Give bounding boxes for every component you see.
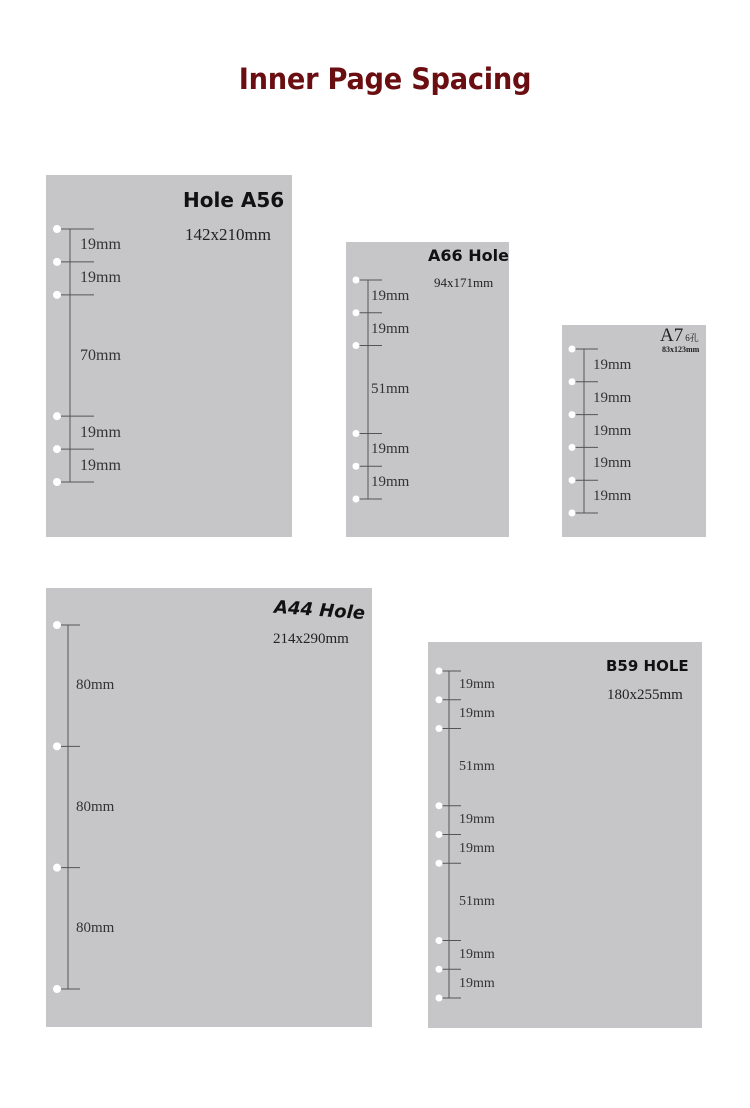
gap-label: 19mm bbox=[459, 975, 495, 991]
punch-hole bbox=[436, 995, 443, 1002]
gap-label: 80mm bbox=[76, 919, 115, 936]
sheet-a7-name-sub: 6孔 bbox=[685, 333, 699, 343]
sheet-a56 bbox=[46, 175, 292, 537]
sheet-b59-ruler bbox=[428, 642, 702, 1028]
gap-label: 19mm bbox=[371, 441, 410, 458]
gap-label: 19mm bbox=[593, 488, 632, 505]
sheet-b59-size: 180x255mm bbox=[607, 687, 683, 703]
punch-hole bbox=[353, 309, 360, 316]
punch-hole bbox=[353, 277, 360, 284]
gap-label: 19mm bbox=[593, 455, 632, 472]
gap-label: 80mm bbox=[76, 677, 115, 694]
punch-hole bbox=[353, 463, 360, 470]
punch-hole bbox=[436, 696, 443, 703]
sheet-a7-name-text: A7 bbox=[660, 325, 684, 346]
gap-label: 19mm bbox=[371, 287, 410, 304]
sheet-a44 bbox=[46, 588, 372, 1027]
gap-label: 19mm bbox=[593, 422, 632, 439]
punch-hole bbox=[569, 477, 576, 484]
gap-label: 70mm bbox=[80, 346, 121, 364]
punch-hole bbox=[569, 378, 576, 385]
gap-label: 19mm bbox=[80, 456, 121, 474]
punch-hole bbox=[436, 725, 443, 732]
page-title: Inner Page Spacing bbox=[238, 62, 532, 96]
gap-label: 19mm bbox=[459, 946, 495, 962]
gap-label: 19mm bbox=[593, 356, 632, 373]
punch-hole bbox=[569, 444, 576, 451]
sheet-a56-size: 142x210mm bbox=[185, 225, 271, 244]
sheet-b59 bbox=[428, 642, 702, 1028]
punch-hole bbox=[53, 225, 61, 233]
gap-label: 19mm bbox=[593, 389, 632, 406]
sheet-a66-size: 94x171mm bbox=[434, 275, 494, 290]
sheet-a56-name: Hole A56 bbox=[183, 188, 285, 212]
gap-label: 51mm bbox=[459, 759, 495, 775]
sheet-a44-size: 214x290mm bbox=[273, 631, 349, 647]
sheet-a66-name: A66 Hole bbox=[428, 246, 509, 265]
gap-label: 19mm bbox=[371, 474, 410, 491]
gap-label: 51mm bbox=[459, 893, 495, 909]
sheet-a7-size: 83x123mm bbox=[662, 345, 700, 354]
gap-label: 80mm bbox=[76, 798, 115, 815]
punch-hole bbox=[436, 860, 443, 867]
gap-label: 19mm bbox=[80, 236, 121, 254]
gap-label: 19mm bbox=[371, 320, 410, 337]
punch-hole bbox=[53, 742, 61, 750]
gap-label: 19mm bbox=[459, 812, 495, 828]
punch-hole bbox=[569, 346, 576, 353]
punch-hole bbox=[53, 985, 61, 993]
punch-hole bbox=[53, 258, 61, 266]
punch-hole bbox=[53, 291, 61, 299]
punch-hole bbox=[436, 966, 443, 973]
gap-label: 19mm bbox=[80, 423, 121, 441]
sheet-a7-ruler bbox=[562, 325, 706, 537]
punch-hole bbox=[53, 412, 61, 420]
punch-hole bbox=[53, 621, 61, 629]
punch-hole bbox=[353, 496, 360, 503]
punch-hole bbox=[436, 831, 443, 838]
punch-hole bbox=[436, 937, 443, 944]
gap-label: 19mm bbox=[459, 677, 495, 693]
punch-hole bbox=[353, 430, 360, 437]
punch-hole bbox=[53, 864, 61, 872]
gap-label: 19mm bbox=[459, 840, 495, 856]
sheet-a44-name: A44 Hole bbox=[273, 596, 366, 625]
gap-label: 51mm bbox=[371, 381, 410, 397]
punch-hole bbox=[53, 445, 61, 453]
punch-hole bbox=[53, 478, 61, 486]
punch-hole bbox=[353, 342, 360, 349]
punch-hole bbox=[436, 802, 443, 809]
sheet-b59-name: B59 HOLE bbox=[606, 657, 689, 675]
gap-label: 19mm bbox=[80, 269, 121, 287]
sheet-a7 bbox=[562, 325, 706, 537]
gap-label: 19mm bbox=[459, 706, 495, 722]
punch-hole bbox=[436, 668, 443, 675]
punch-hole bbox=[569, 411, 576, 418]
sheet-a66 bbox=[346, 242, 509, 537]
punch-hole bbox=[569, 510, 576, 517]
